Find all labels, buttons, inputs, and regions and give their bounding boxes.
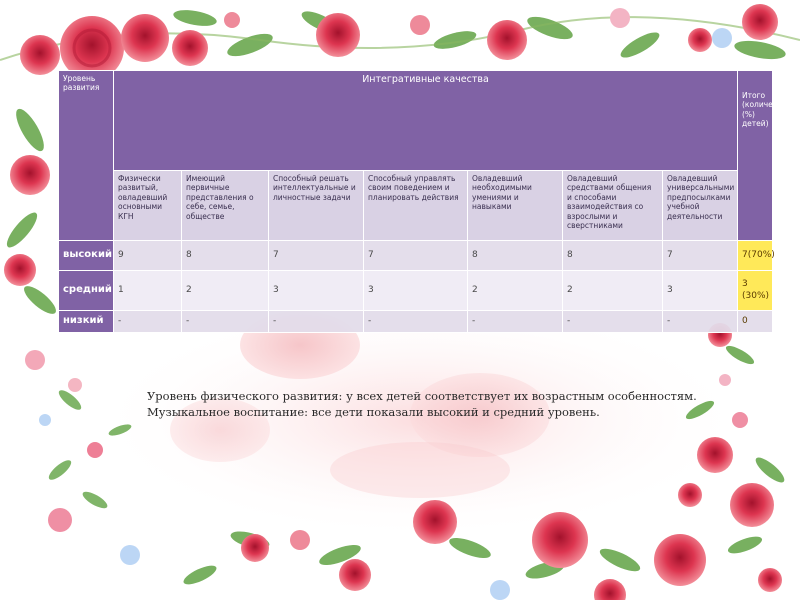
- table-cell: 3: [269, 271, 364, 311]
- development-level-table: [58, 70, 791, 333]
- table-cell: 7: [663, 241, 738, 271]
- level-header: [59, 71, 114, 241]
- column-header: Физически развитый, овладевший основными КГН: [114, 171, 182, 241]
- row-label: средний: [59, 271, 114, 311]
- column-header: Способный решать интеллектуальные и личностные задачи: [269, 171, 364, 241]
- table-cell: 8: [468, 241, 563, 271]
- table-cell: 8: [182, 241, 269, 271]
- table-cell: -: [663, 311, 738, 333]
- table-cell: -: [269, 311, 364, 333]
- integrative-qualities-title: Интегративные качества: [362, 74, 489, 85]
- table-row-medium: [59, 271, 773, 311]
- total-cell: 3 (30%): [738, 271, 773, 311]
- total-header: [738, 71, 791, 241]
- table-cell: 2: [468, 271, 563, 311]
- table-cell: 8: [563, 241, 663, 271]
- table-cell: -: [468, 311, 563, 333]
- column-header: Имеющий первичные представления о себе, семье, обществе: [182, 171, 269, 241]
- table-cell: 7: [364, 241, 468, 271]
- table-cell: -: [182, 311, 269, 333]
- column-header: Овладевший необходимыми умениями и навыками: [468, 171, 563, 241]
- table-cell: 3: [364, 271, 468, 311]
- caption-line-physical: Уровень физического развития: у всех детей соответствует их возрастным особенностям.: [147, 389, 697, 403]
- caption-line-music: Музыкальное воспитание: все дети показали высокий и средний уровень.: [147, 405, 600, 419]
- column-header: Овладевший универсальными предпосылками учебной деятельности: [663, 171, 738, 241]
- table-cell: -: [364, 311, 468, 333]
- total-header-label: Итого (количество (%) детей): [742, 91, 791, 129]
- row-label: низкий: [59, 311, 114, 333]
- table-cell: 9: [114, 241, 182, 271]
- integrative-qualities-header: [114, 71, 738, 171]
- table-cell: -: [114, 311, 182, 333]
- row-label: высокий: [59, 241, 114, 271]
- table-cell: 2: [563, 271, 663, 311]
- table-cell: -: [563, 311, 663, 333]
- total-cell: 0: [738, 311, 773, 333]
- table-cell: 3: [663, 271, 738, 311]
- table-cell: 7: [269, 241, 364, 271]
- table-cell: 2: [182, 271, 269, 311]
- summary-caption: [147, 388, 727, 420]
- table-cell: 1: [114, 271, 182, 311]
- level-header-label: Уровень развития: [63, 74, 100, 93]
- column-header: Овладевший средствами общения и способами взаимодействия со взрослыми и сверстниками: [563, 171, 663, 241]
- table-row-high: [59, 241, 773, 271]
- table-row-low: [59, 311, 773, 333]
- column-header: Способный управлять своим поведением и планировать действия: [364, 171, 468, 241]
- total-cell: 7(70%): [738, 241, 773, 271]
